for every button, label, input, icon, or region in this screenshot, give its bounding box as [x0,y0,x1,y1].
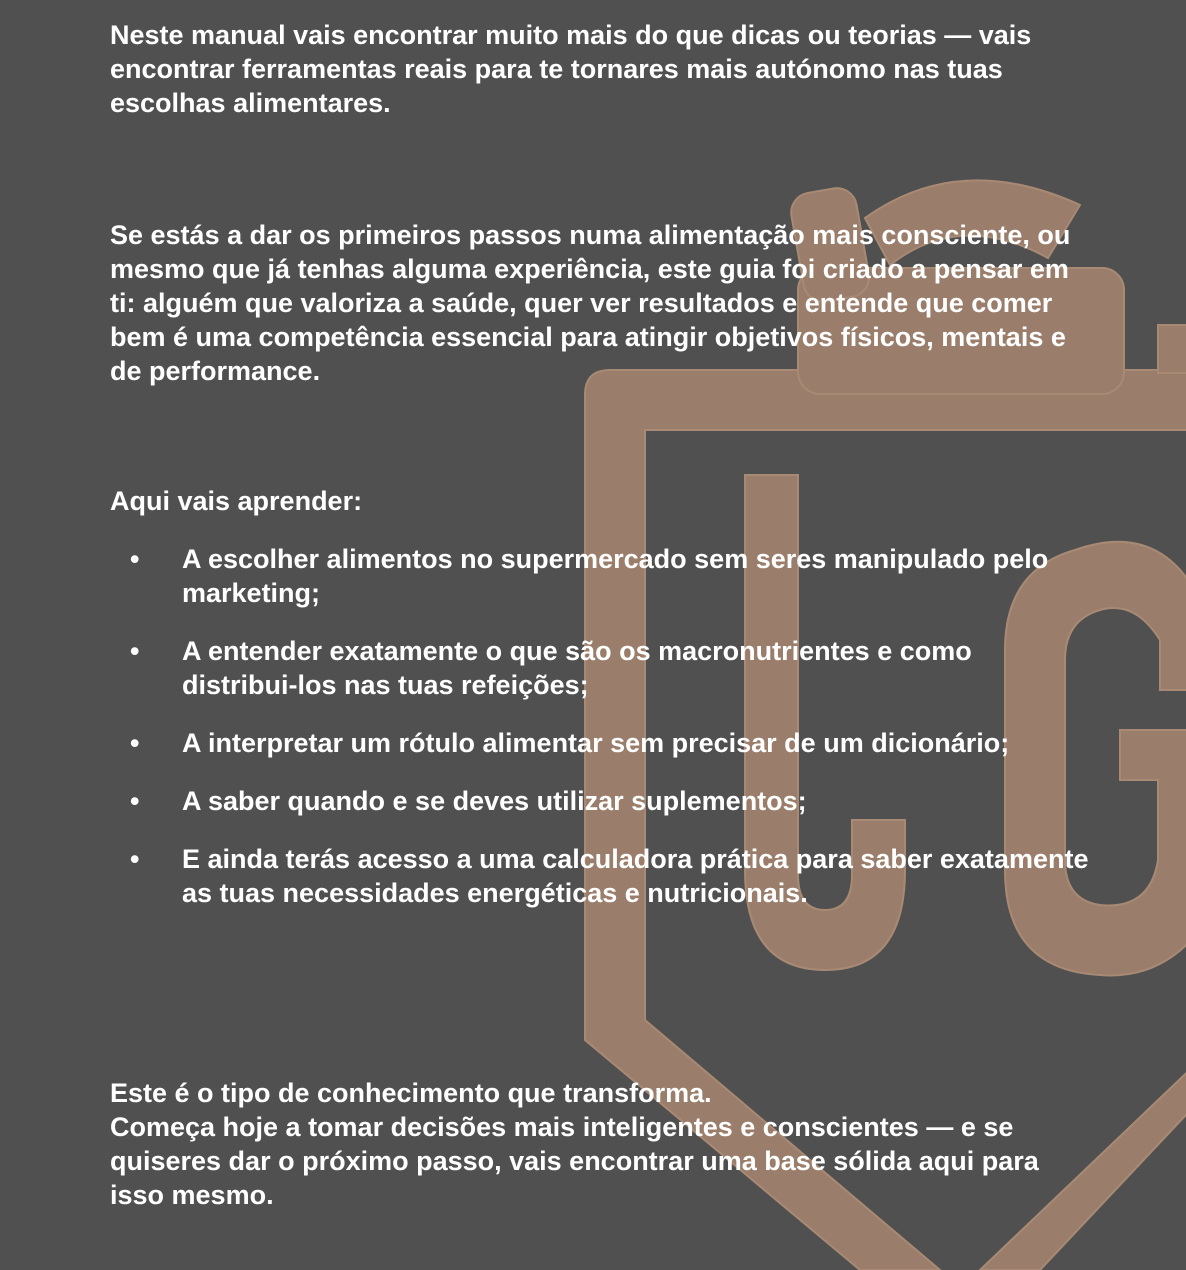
closing-line-2: Começa hoje a tomar decisões mais inteligentes e conscientes — e se quiseres dar o próximo passo, vais encontrar uma base sólida aqui para isso mesmo. [110,1112,1039,1210]
bullet-icon: • [130,636,140,666]
list-item [110,784,1090,818]
learn-list [110,542,1090,910]
bullet-icon: • [130,844,140,874]
audience-paragraph: Se estás a dar os primeiros passos numa alimentação mais consciente, ou mesmo que já tenhas alguma experiência, este guia foi criado a pensar em ti: alguém que valoriza a saúde, quer ver resultados e entende que comer bem é uma competência essencial para atingir objetivos físicos, mentais e de performance. [110,220,1071,386]
bullet-icon: • [130,728,140,758]
closing-section [110,1076,1090,1212]
list-item [110,726,1090,760]
list-item [110,542,1090,610]
learn-heading: Aqui vais aprender: [110,486,363,516]
list-item [110,634,1090,702]
intro-paragraph: Neste manual vais encontrar muito mais do que dicas ou teorias — vais encontrar ferramentas reais para te tornares mais autónomo nas tuas escolhas alimentares. [110,20,1032,118]
list-item-text: A interpretar um rótulo alimentar sem precisar de um dicionário; [182,728,1010,758]
list-item-text: E ainda terás acesso a uma calculadora prática para saber exatamente as tuas necessidades energéticas e nutricionais. [182,844,1089,908]
bullet-icon: • [130,544,140,574]
bullet-icon: • [130,786,140,816]
list-item-text: A entender exatamente o que são os macronutrientes e como distribui-los nas tuas refeições; [182,636,972,700]
list-item-text: A escolher alimentos no supermercado sem seres manipulado pelo marketing; [182,544,1049,608]
closing-line-1: Este é o tipo de conhecimento que transforma. [110,1078,712,1108]
list-item [110,842,1090,910]
main-content [110,18,1090,934]
list-item-text: A saber quando e se deves utilizar suplementos; [182,786,807,816]
